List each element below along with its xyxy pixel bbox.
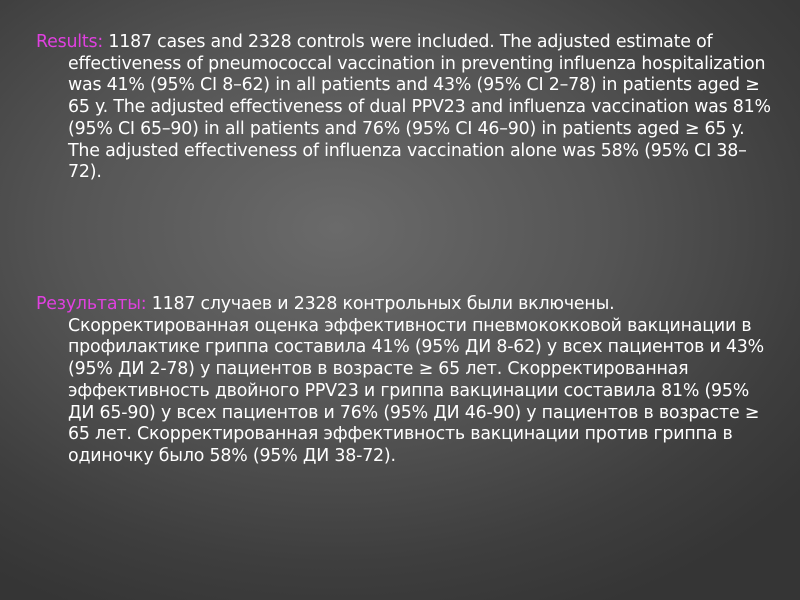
results-russian-heading: Результаты:: [36, 294, 147, 314]
results-russian-paragraph: [36, 294, 780, 468]
results-russian-body: 1187 случаев и 2328 контрольных были включены. Скорректированная оценка эффективности пневмококковой вакцинации в профилактике гриппа составила 41% (95% ДИ 8-62) у всех пациентов и 43% (95% ДИ 2-78) у пациентов в возрасте ≥ 65 лет. Скорректированная эффективность двойного PPV23 и гриппа вакцинации составила 81% (95% ДИ 65-90) у всех пациентов и 76% (95% ДИ 46-90) у пациентов в возрасте ≥ 65 лет. Скорректированная эффективность вакцинации против гриппа в одиночку было 58% (95% ДИ 38-72).: [68, 294, 764, 466]
results-english-body: 1187 cases and 2328 controls were included. The adjusted estimate of effectiveness of pneumococcal vaccination in preventing influenza hospitalization was 41% (95% CI 8–62) in all patients and 43% (95% CI 2–78) in patients aged ≥ 65 y. The adjusted effectiveness of dual PPV23 and influenza vaccination was 81% (95% CI 65–90) in all patients and 76% (95% CI 46–90) in patients aged ≥ 65 y. The adjusted effectiveness of influenza vaccination alone was 58% (95% CI 38–72).: [68, 32, 771, 183]
results-english-paragraph: [36, 32, 780, 184]
results-english-heading: Results:: [36, 32, 104, 52]
